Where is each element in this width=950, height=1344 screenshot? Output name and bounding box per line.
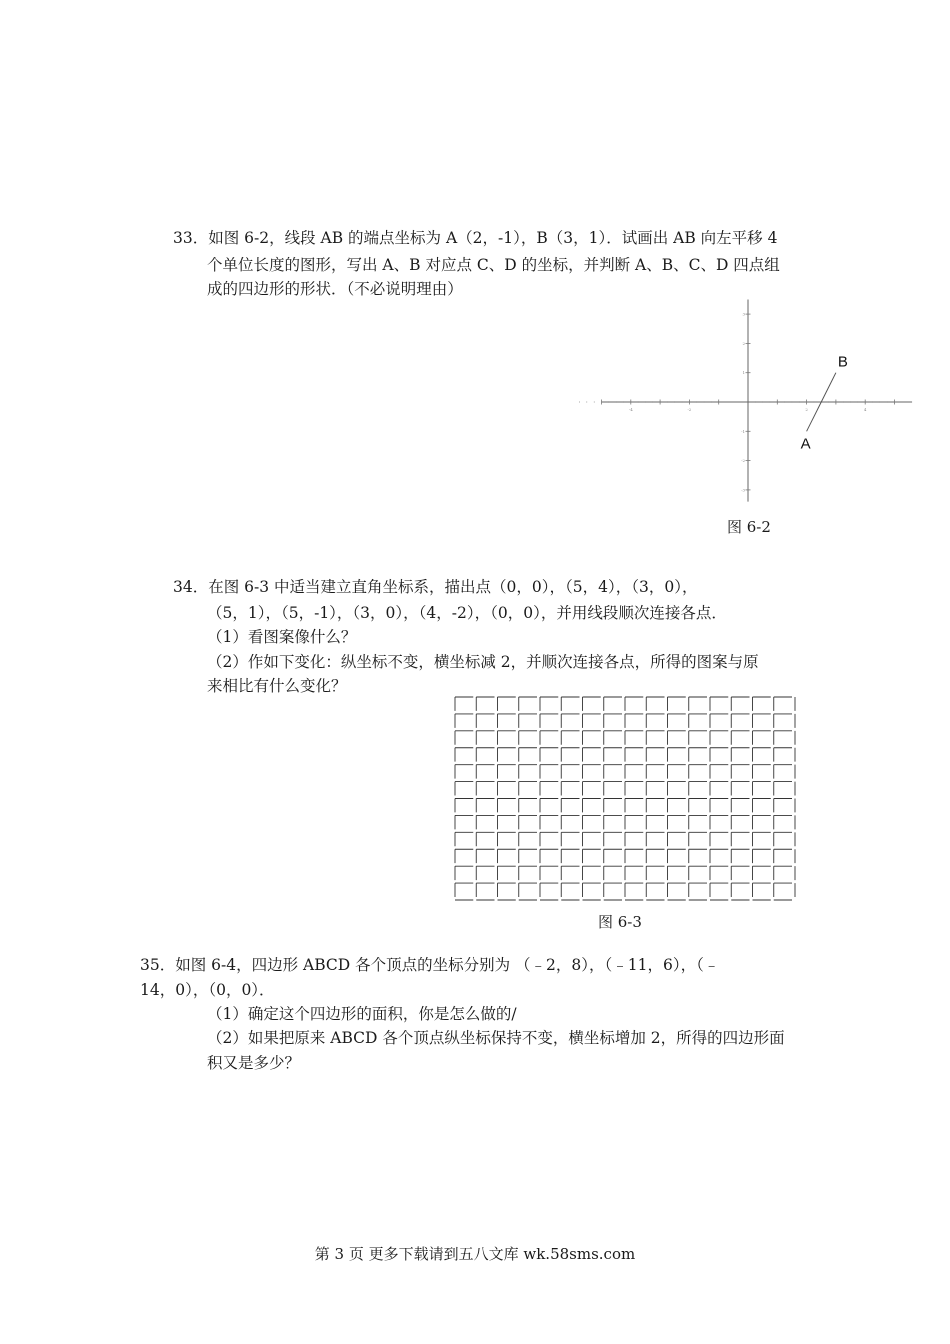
q34-line-2: （5，1），（5，-1），（3，0），（4，-2），（0，0），并用线段顺次连接各点． — [207, 604, 727, 622]
point-label-a: A — [800, 435, 811, 453]
y-tick-label: 2 — [742, 340, 745, 346]
q34-line-5: 来相比有什么变化？ — [207, 677, 347, 695]
x-tick-label: 4 — [863, 407, 867, 412]
q33-line-1: 33．如图 6-2，线段 AB 的端点坐标为 A（2，-1），B（3，1）．试画出 AB 向左平移 4 — [173, 229, 778, 247]
q35-line-5: 积又是多少？ — [207, 1054, 301, 1072]
q35-line-2: 14，0），（0，0）． — [140, 981, 275, 999]
q35-line-1: 35．如图 6-4，四边形 ABCD 各个顶点的坐标分别为 （﹣2，8），（﹣11，6），（﹣ — [140, 956, 720, 974]
figure-6-3-grid — [454, 696, 797, 902]
y-tick-label: 1 — [742, 370, 745, 376]
q35-line-3: （1）确定这个四边形的面积，你是怎么做的/ — [207, 1005, 517, 1023]
y-tick-label: 3 — [742, 311, 745, 317]
q34-line-4: （2）作如下变化：纵坐标不变，横坐标减 2，并顺次连接各点，所得的图案与原 — [207, 653, 759, 671]
x-tick-label: -4 — [628, 407, 633, 412]
q34-line-3: （1）看图案像什么？ — [207, 628, 357, 646]
figure-6-3-caption: 图 6-3 — [598, 913, 642, 931]
page-footer: 第 3 页 更多下载请到五八文库 wk.58sms.com — [314, 1245, 636, 1263]
q33-line-3: 成的四边形的形状．（不必说明理由） — [207, 280, 463, 298]
x-tick-label: 2 — [805, 407, 808, 412]
y-tick-label: -2 — [741, 458, 745, 464]
y-tick-label: -1 — [741, 428, 745, 434]
y-tick-label: -3 — [741, 487, 745, 493]
q33-line-2: 个单位长度的图形，写出 A、B 对应点 C、D 的坐标，并判断 A、B、C、D 四点组 — [207, 256, 780, 274]
q34-line-1: 34．在图 6-3 中适当建立直角坐标系，描出点（0，0），（5，4），（3，0）， — [173, 578, 698, 596]
q35-line-4: （2）如果把原来 ABCD 各个顶点纵坐标保持不变，横坐标增加 2，所得的四边形面 — [207, 1029, 785, 1047]
figure-6-2-caption: 图 6-2 — [727, 518, 771, 536]
x-tick-label: -2 — [687, 407, 692, 412]
point-label-b: B — [837, 353, 848, 371]
